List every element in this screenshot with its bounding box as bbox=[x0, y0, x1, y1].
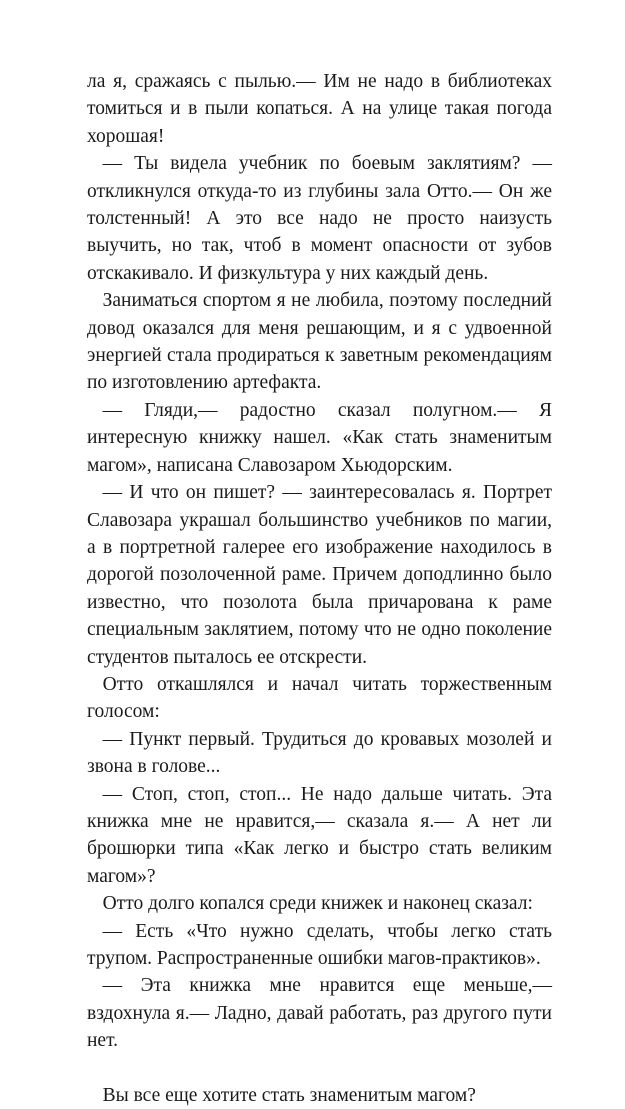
paragraph-4: — Гляди,— радостно сказал полугном.— Я интересную книжку нашел. «Как стать знаменитым магом», написана Славозаром Хьюдорским. bbox=[87, 399, 552, 476]
section-spacer bbox=[87, 1055, 552, 1082]
paragraph-2: — Ты видела учебник по боевым заклятиям? — откликнулся откуда-то из глубины зала Отто.— Он же толстенный! А это все надо не просто наизусть выучить, но так, чтоб в момент опасности от зубов отскакивало. И физкультура у них каждый день. bbox=[87, 153, 552, 284]
closing-line: Вы все еще хотите стать знаменитым магом? bbox=[102, 1085, 476, 1107]
book-page bbox=[87, 68, 552, 1109]
paragraph-11: — Эта книжка мне нравится еще меньше,— вздохнула я.— Ладно, давай работать, раз другого пути нет. bbox=[87, 975, 552, 1052]
paragraph-1: ла я, сражаясь с пылью.— Им не надо в библиотеках томиться и в пыли копаться. А на улице такая погода хорошая! bbox=[87, 71, 552, 147]
paragraph-7: — Пункт первый. Трудиться до кровавых мозолей и звона в голове... bbox=[87, 728, 552, 778]
paragraph-10: — Есть «Что нужно сделать, чтобы легко стать трупом. Распространенные ошибки магов-практиков». bbox=[87, 920, 552, 969]
paragraph-8: — Стоп, стоп, стоп... Не надо дальше читать. Эта книжка мне не нравится,— сказала я.— А нет ли брошюрки типа «Как легко и быстро стать великим магом»? bbox=[87, 783, 552, 887]
paragraph-6: Отто откашлялся и начал читать торжественным голосом: bbox=[87, 673, 552, 723]
paragraph-3: Заниматься спортом я не любила, поэтому последний довод оказался для меня решающим, и я с удвоенной энергией стала продираться к заветным рекомендациям по изготовлению артефакта. bbox=[87, 290, 552, 394]
paragraph-9: Отто долго копался среди книжек и наконец сказал: bbox=[102, 893, 533, 915]
paragraph-5: — И что он пишет? — заинтересовалась я. Портрет Славозара украшал большинство учебников по магии, а в портретной галерее его изображение находилось в дорогой позолоченной раме. Причем доподлинно было известно, что позолота была причарована к раме специальным заклятием, потому что не одно поколение студентов пыталось ее отскрести. bbox=[87, 482, 552, 668]
